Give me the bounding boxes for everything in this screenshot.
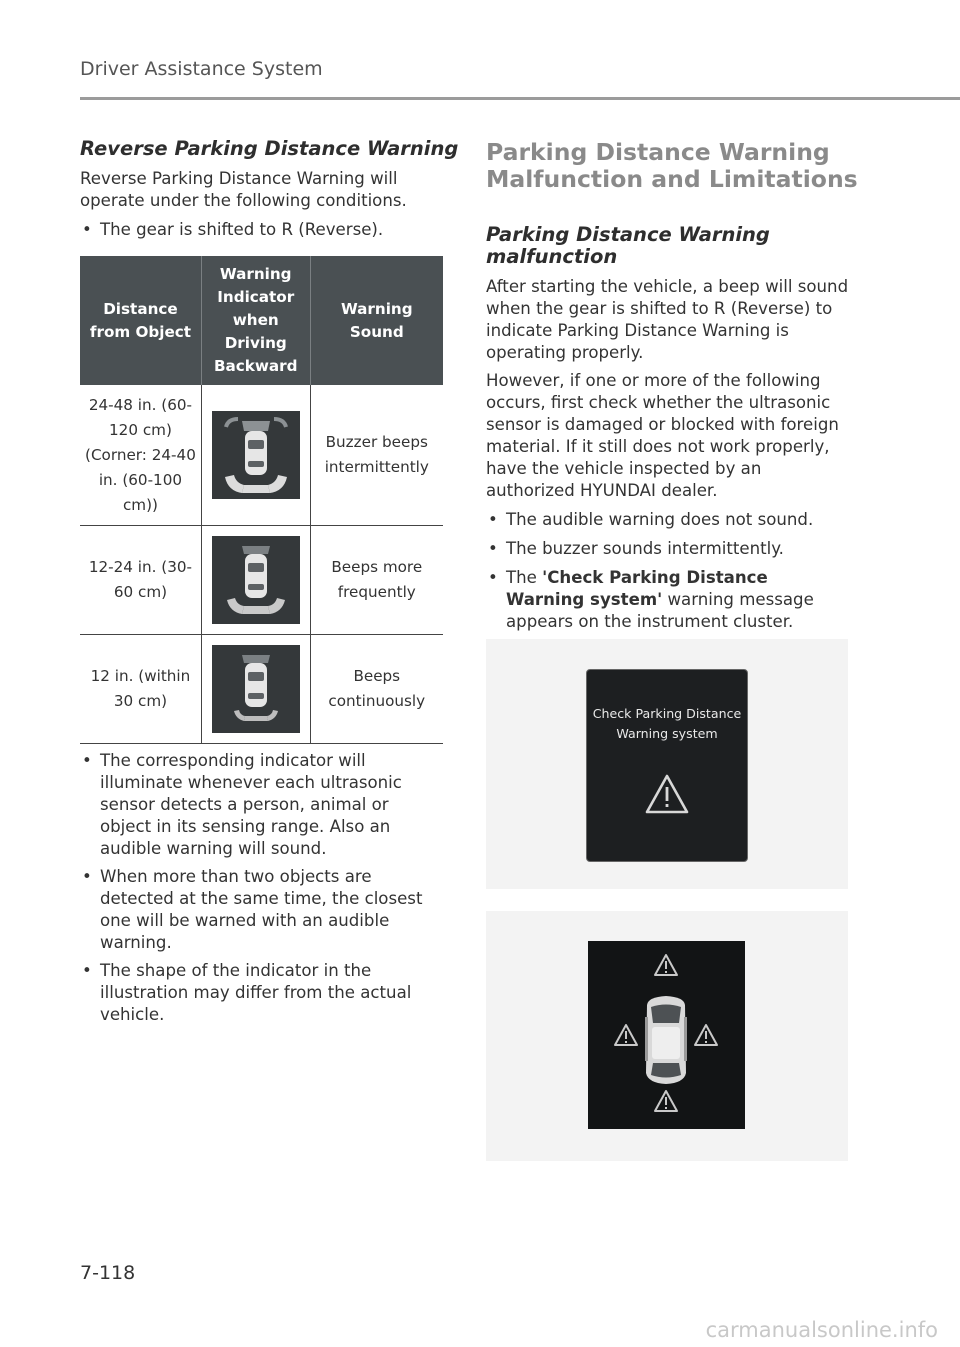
paragraph-1: After starting the vehicle, a beep will sound when the gear is shifted to R (Reverse) to indicate Parking Distance Warning is operating properly. — [486, 277, 849, 362]
bullet-dot: • — [82, 220, 92, 239]
bullet-text: The audible warning does not sound. — [506, 510, 814, 529]
list-item — [80, 750, 440, 860]
bullet-dot: • — [82, 751, 92, 770]
bullet-dot: • — [488, 568, 498, 587]
sound-cell: Buzzer beeps intermittently — [310, 385, 443, 526]
list-item — [80, 866, 440, 954]
distance-cell: 12-24 in. (30-60 cm) — [80, 526, 201, 635]
condition-bullet — [80, 219, 440, 241]
parking-indicator-icon — [212, 536, 300, 624]
list-item — [80, 960, 440, 1026]
col-header-distance: Distance from Object — [80, 256, 201, 385]
subheading-malfunction: Parking Distance Warning malfunction — [486, 223, 770, 268]
running-header: Driver Assistance System — [80, 58, 323, 80]
bullet-text: The corresponding indicator will illuminate whenever each ultrasonic sensor detects a person, animal or object in its sensing range. Also an audible warning will sound. — [100, 751, 402, 858]
sensor-fault-figure — [486, 911, 848, 1161]
warning-message-name: 'Check Parking Distance Warning system' — [506, 568, 768, 609]
cluster-screen — [586, 669, 748, 862]
section-heading-reverse: Reverse Parking Distance Warning — [80, 137, 459, 160]
bullet-dot: • — [488, 510, 498, 529]
list-item — [486, 538, 848, 560]
paragraph-2: However, if one or more of the following occurs, first check whether the ultrasonic sensor is damaged or blocked with foreign material. If it still does not work properly, have the vehicle inspected by an authorized HYUNDAI dealer. — [486, 371, 839, 500]
condition-text: The gear is shifted to R (Reverse). — [100, 220, 384, 239]
sound-cell: Beeps continuously — [310, 635, 443, 744]
watermark: carmanualsonline.info — [705, 1318, 938, 1342]
table-row — [80, 526, 443, 635]
bullet-text-post: warning message appears on the instrument cluster. — [506, 590, 814, 631]
bullet-text: When more than two objects are detected at the same time, the closest one will be warned with an audible warning. — [100, 867, 423, 952]
bullet-text: The shape of the indicator in the illustration may differ from the actual vehicle. — [100, 961, 412, 1024]
parking-indicator-icon — [212, 411, 300, 499]
bullet-dot: • — [488, 539, 498, 558]
cluster-message-line2: Warning system — [616, 726, 718, 741]
list-item — [486, 509, 848, 531]
distance-cell: 24-48 in. (60-120 cm)(Corner: 24-40 in. (60-100 cm)) — [80, 385, 201, 526]
bullet-text: The buzzer sounds intermittently. — [506, 539, 784, 558]
cluster-message-figure — [486, 639, 848, 889]
parking-indicator-icon — [212, 645, 300, 733]
warning-triangle-icon — [643, 772, 691, 816]
page-number: 7-118 — [80, 1262, 136, 1284]
car-sensor-fault-icon — [588, 941, 745, 1129]
sound-cell: Beeps more frequently — [310, 526, 443, 635]
bullet-dot: • — [82, 961, 92, 980]
bullet-dot: • — [82, 867, 92, 886]
distance-table — [80, 256, 443, 744]
cluster-message-line1: Check Parking Distance — [592, 706, 742, 721]
section-heading-malfunction: Parking Distance Warning Malfunction and Limitations — [486, 138, 858, 193]
intro-text: Reverse Parking Distance Warning will operate under the following conditions. — [80, 169, 407, 210]
header-divider — [80, 97, 960, 100]
bullet-text-pre: The — [506, 568, 543, 587]
list-item — [486, 567, 848, 633]
col-header-sound: Warning Sound — [310, 256, 443, 385]
distance-cell: 12 in. (within 30 cm) — [80, 635, 201, 744]
sensor-fault-screen — [588, 941, 745, 1129]
col-header-indicator: Warning Indicator when Driving Backward — [201, 256, 310, 385]
table-row — [80, 635, 443, 744]
table-row — [80, 385, 443, 526]
